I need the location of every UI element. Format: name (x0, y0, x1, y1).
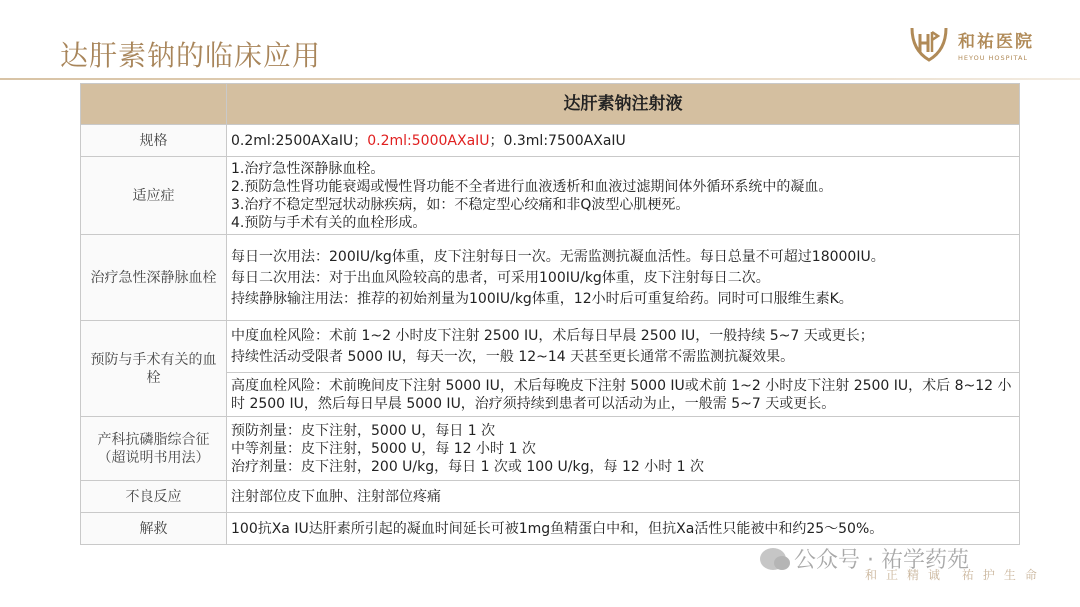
indication-line: 4.预防与手术有关的血栓形成。 (231, 214, 427, 231)
surgery-moderate-cell (227, 321, 1020, 373)
hospital-logo-icon (908, 24, 950, 64)
dosage-line: 持续性活动受限者 5000 IU，每天一次，一般 12~14 天甚至更长通常不需监测抗凝效果。 (231, 349, 795, 365)
logo-name: 和祐医院 (958, 31, 1034, 52)
logo-subtitle: HEYOU HOSPITAL (958, 53, 1029, 62)
indication-line: 1.治疗急性深静脉血栓。 (231, 160, 385, 177)
watermark-subtext: 和正精诚 祐护生命 (865, 568, 1046, 582)
dosage-line: 治疗剂量：皮下注射，200 U/kg，每日 1 次或 100 U/kg，每 12 小时 1 次 (231, 458, 705, 475)
table-header: 达肝素钠注射液 (227, 84, 1020, 125)
dosage-line: 中等剂量：皮下注射，5000 U，每 12 小时 1 次 (231, 440, 536, 457)
hospital-logo (908, 24, 1034, 64)
drug-info-table (80, 83, 1020, 545)
surgery-high-cell (227, 373, 1020, 417)
row-category: 解救 (81, 513, 227, 545)
row-category: 规格 (81, 125, 227, 157)
table-row (81, 513, 1020, 545)
dvt-cell (227, 235, 1020, 321)
table-header-blank (81, 84, 227, 125)
row-category: 治疗急性深静脉血栓 (81, 235, 227, 321)
table-row (81, 125, 1020, 157)
row-category: 不良反应 (81, 481, 227, 513)
row-category (81, 417, 227, 481)
dosage-line: 中度血栓风险：术前 1~2 小时皮下注射 2500 IU，术后每日早晨 2500 IU，一般持续 5~7 天或更长； (231, 328, 874, 344)
dosage-line: 预防剂量：皮下注射，5000 U，每日 1 次 (231, 422, 496, 439)
row-category: 适应症 (81, 157, 227, 235)
table-row (81, 157, 1020, 235)
category-note: （超说明书用法） (97, 449, 210, 466)
wechat-icon (760, 548, 786, 570)
watermark-text: 公众号 · 祐学药苑 (794, 548, 969, 573)
indication-line: 2.预防急性肾功能衰竭或慢性肾功能不全者进行血液透析和血液过滤期间体外循环系统中的凝血。 (231, 178, 833, 195)
indication-cell (227, 157, 1020, 235)
spec-part: ；0.3ml:7500AⅩaIU (489, 132, 626, 149)
spec-highlight: 0.2ml:5000AⅩaIU (367, 132, 490, 149)
spec-part: 0.2ml:2500AⅩaIU； (231, 132, 368, 149)
indication-line: 3.治疗不稳定型冠状动脉疾病，如：不稳定型心绞痛和非Q波型心肌梗死。 (231, 196, 690, 213)
dosage-line: 每日一次用法：200IU/kg体重，皮下注射每日一次。无需监测抗凝血活性。每日总量不可超过18000IU。 (231, 248, 885, 265)
row-category: 预防与手术有关的血栓 (81, 321, 227, 417)
dosage-line: 高度血栓风险：术前晚间皮下注射 5000 IU，术后每晚皮下注射 5000 IU或术前 1~2 小时皮下注射 2500 IU，术后 8~12 小时 2500 IU，然后每日早晨 5000 IU，治疗须持续到患者可以活动为止，一般需 5~7 天或更长。 (231, 377, 1012, 412)
aps-cell (227, 417, 1020, 481)
table-row (81, 235, 1020, 321)
table-row (81, 321, 1020, 373)
spec-cell (227, 125, 1020, 157)
dosage-line: 持续静脉输注用法：推荐的初始剂量为100IU/kg体重，12小时后可重复给药。同时可口服维生素K。 (231, 290, 853, 307)
title-divider (0, 78, 1080, 80)
page-title: 达肝素钠的临床应用 (60, 39, 322, 72)
category-label: 产科抗磷脂综合征 (97, 431, 210, 448)
adverse-cell: 注射部位皮下血肿、注射部位疼痛 (227, 481, 1020, 513)
table-row (81, 481, 1020, 513)
table-row (81, 417, 1020, 481)
dosage-line: 每日二次用法：对于出血风险较高的患者，可采用100IU/kg体重，皮下注射每日二次。 (231, 269, 770, 286)
rescue-cell: 100抗Ⅹa IU达肝素所引起的凝血时间延长可被1mg鱼精蛋白中和，但抗Ⅹa活性只能被中和约25～50%。 (227, 513, 1020, 545)
